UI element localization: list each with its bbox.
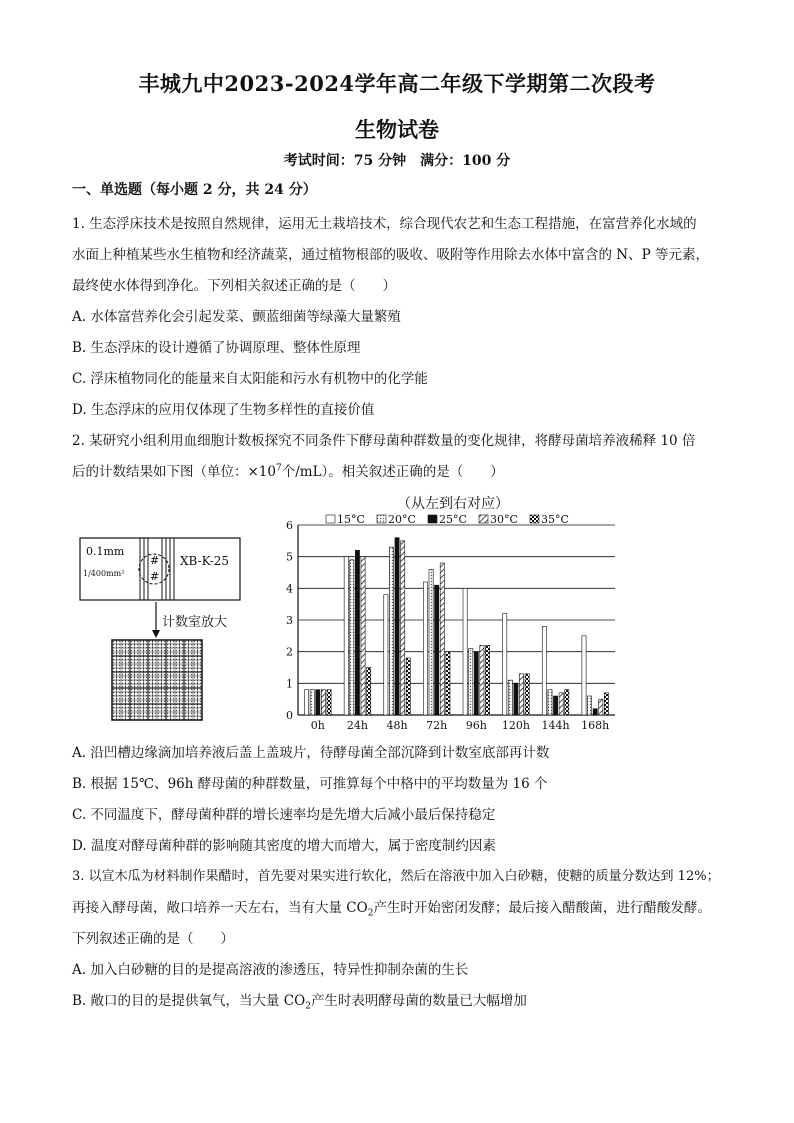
bar-168h-30°C <box>599 699 603 715</box>
q1-stem-line3: 最终使水体得到净化。下列相关叙述正确的是（ ） <box>72 278 396 294</box>
bar-72h-20°C <box>429 569 433 715</box>
bar-120h-25°C <box>514 683 518 715</box>
magnify-label: 计数室放大 <box>162 615 228 630</box>
legend-swatch <box>326 515 335 523</box>
chart-legend <box>326 513 569 526</box>
bar-48h-20°C <box>389 547 393 715</box>
bar-0h-25°C <box>316 690 320 715</box>
bar-168h-20°C <box>587 696 591 715</box>
exam-title: 丰城九中2023-2024学年高二年级下学期第二次段考 <box>138 71 656 96</box>
bar-0h-15°C <box>305 690 309 715</box>
x-tick-label: 120h <box>501 719 530 732</box>
bar-144h-35°C <box>565 690 569 715</box>
bar-chart <box>286 496 615 732</box>
x-tick-label: 96h <box>465 719 487 732</box>
bar-168h-15°C <box>582 636 586 715</box>
bar-24h-35°C <box>367 668 371 716</box>
bar-168h-25°C <box>593 709 597 715</box>
q1-option-a: A. 水体富营养化会引起发菜、颤蓝细菌等绿藻大量繁殖 <box>72 309 401 325</box>
bar-48h-15°C <box>384 595 388 715</box>
q2-stem-line1: 2. 某研究小组利用血细胞计数板探究不同条件下酵母菌种群数量的变化规律，将酵母菌培养液稀释 10 倍 <box>72 433 696 449</box>
magnify-arrow <box>152 602 227 638</box>
slide-depth-label: 0.1mm <box>86 545 125 558</box>
bar-96h-15°C <box>463 588 467 715</box>
bar-168h-35°C <box>604 693 608 715</box>
y-tick-label: 0 <box>286 709 293 722</box>
bar-48h-35°C <box>406 658 410 715</box>
legend-label: 15°C <box>337 513 365 526</box>
bar-144h-15°C <box>542 626 546 715</box>
y-tick-label: 1 <box>286 677 293 691</box>
bar-120h-15°C <box>503 614 507 715</box>
q1-option-d: D. 生态浮床的应用仅体现了生物多样性的直接价值 <box>72 402 375 418</box>
bar-48h-25°C <box>395 538 399 715</box>
bar-72h-30°C <box>440 563 444 715</box>
bar-72h-35°C <box>446 652 450 715</box>
q3-stem-line2: 再接入酵母菌，敞口培养一天左右，当有大量 $CO_2$产生时开始密闭发酵；最后接入醋酸菌，进行醋酸发酵。 <box>72 900 711 919</box>
x-tick-label: 144h <box>541 719 570 732</box>
q2-stem-line2: 后的计数结果如下图（单位：$\times 10^7$个/mL）。相关叙述正确的是（ ） <box>72 463 504 480</box>
chart-bars <box>305 538 609 715</box>
bar-120h-30°C <box>519 674 523 715</box>
q3-stem-line3: 下列叙述正确的是（ ） <box>72 931 234 947</box>
q2-option-a: A. 沿凹槽边缘滴加培养液后盖上盖玻片，待酵母菌全部沉降到计数室底部再计数 <box>72 745 550 761</box>
x-tick-label: 0h <box>310 719 325 732</box>
legend-label: 30°C <box>490 513 518 526</box>
y-tick-label: 5 <box>286 550 293 564</box>
grid-mark-1: # <box>150 554 160 567</box>
section-heading: 一、单选题（每小题 2 分，共 24 分） <box>72 182 317 198</box>
grid-mark-2: # <box>150 570 160 583</box>
q1-option-c: C. 浮床植物同化的能量来自太阳能和污水有机物中的化学能 <box>72 371 428 387</box>
legend-swatch <box>530 515 539 523</box>
bar-24h-25°C <box>355 550 359 715</box>
legend-swatch <box>479 515 488 523</box>
q2-option-d: D. 温度对酵母菌种群的影响随其密度的增大而增大，属于密度制约因素 <box>72 838 496 854</box>
q1-stem-line1: 1. 生态浮床技术是按照自然规律，运用无土栽培技术，综合现代农艺和生态工程措施，在富营养化水域的 <box>72 216 697 232</box>
y-tick-label: 4 <box>286 582 293 596</box>
x-tick-label: 72h <box>426 719 448 732</box>
bar-120h-20°C <box>508 680 512 715</box>
x-tick-label: 168h <box>581 719 610 732</box>
bar-144h-30°C <box>559 693 563 715</box>
legend-label: 25°C <box>439 513 467 526</box>
legend-swatch <box>377 515 386 523</box>
bar-24h-30°C <box>361 557 365 715</box>
q2-option-c: C. 不同温度下，酵母菌种群的增长速率均是先增大后减小最后保持稳定 <box>72 807 496 823</box>
legend-label: 20°C <box>388 513 416 526</box>
bar-48h-30°C <box>401 541 405 715</box>
bar-72h-25°C <box>435 585 439 715</box>
subject-title: 生物试卷 <box>355 117 439 142</box>
bar-72h-15°C <box>423 582 427 715</box>
q3-option-b: B. 敞口的目的是提供氧气，当大量 $CO_2$产生时表明酵母菌的数量已大幅增加 <box>72 993 527 1012</box>
bar-120h-35°C <box>525 674 529 715</box>
chart-title: （从左到右对应） <box>397 496 509 512</box>
bar-0h-20°C <box>310 690 314 715</box>
q1-stem-line2: 水面上种植某些水生植物和经济蔬菜，通过植物根部的吸收、吸附等作用除去水体中富含的 N、P 等元素， <box>72 247 709 263</box>
bar-96h-30°C <box>480 645 484 715</box>
q3-stem-line1: 3. 以宣木瓜为材料制作果醋时，首先要对果实进行软化，然后在溶液中加入白砂糖，使糖的质量分数达到 12%； <box>72 869 720 884</box>
bar-24h-20°C <box>350 560 354 715</box>
q3-option-a: A. 加入白砂糖的目的是提高溶液的渗透压，特异性抑制杂菌的生长 <box>72 962 469 978</box>
bar-144h-25°C <box>553 696 557 715</box>
bar-96h-25°C <box>474 652 478 715</box>
legend-swatch <box>428 515 437 523</box>
q2-figure <box>70 490 630 735</box>
bar-144h-20°C <box>548 690 552 715</box>
x-tick-label: 24h <box>346 719 368 732</box>
q1-option-b: B. 生态浮床的设计遵循了协调原理、整体性原理 <box>72 340 361 356</box>
bar-0h-30°C <box>321 690 325 715</box>
bar-24h-15°C <box>344 557 348 715</box>
slide-model-label: XB-K-25 <box>180 554 230 568</box>
y-tick-label: 2 <box>286 645 293 659</box>
bar-0h-35°C <box>327 690 331 715</box>
legend-label: 35°C <box>541 513 569 526</box>
y-tick-label: 3 <box>286 614 293 627</box>
counting-chamber-grid <box>112 640 202 720</box>
y-tick-label: 6 <box>286 519 293 532</box>
x-tick-label: 48h <box>386 719 408 732</box>
hemocytometer-slide <box>80 538 240 600</box>
bar-96h-35°C <box>485 645 489 715</box>
exam-info: 考试时间：75 分钟 满分：100 分 <box>283 153 511 169</box>
q2-option-b: B. 根据 15℃、96h 酵母菌的种群数量，可推算每个中格中的平均数量为 16 个 <box>72 776 548 792</box>
bar-96h-20°C <box>469 649 473 716</box>
slide-area-label: 1/400mm² <box>83 569 125 578</box>
